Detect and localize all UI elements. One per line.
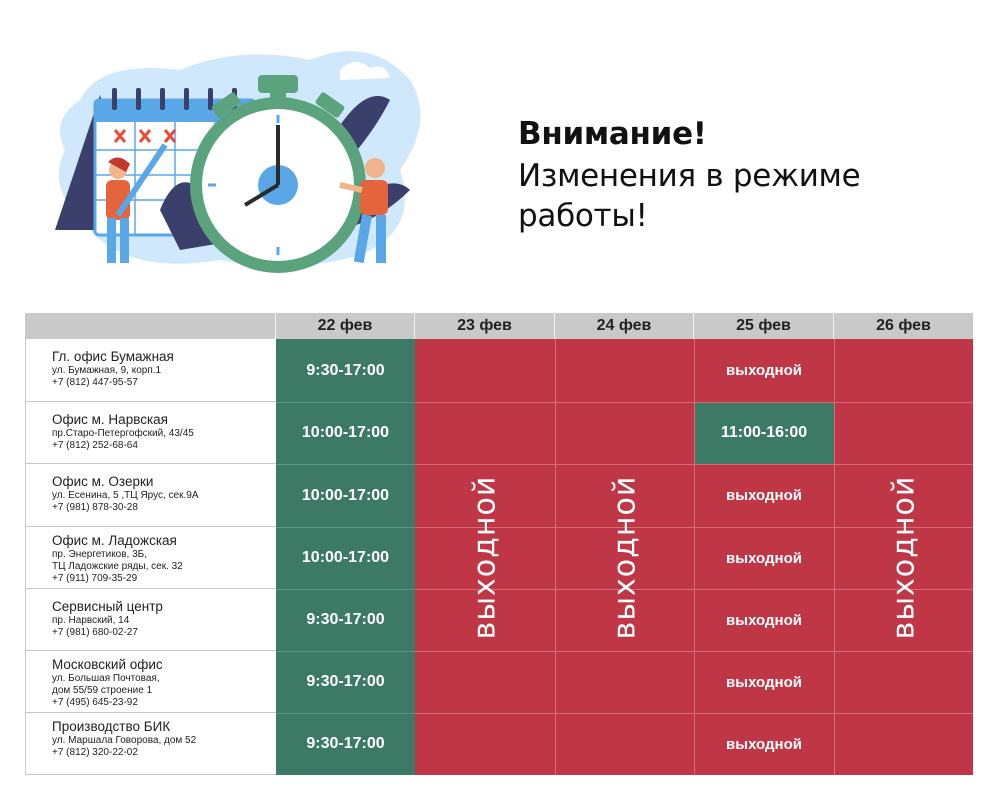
office-row-3 xyxy=(25,527,276,589)
feb22-cell: 9:30-17:00 xyxy=(276,339,415,402)
feb25-cell: выходной xyxy=(694,464,834,527)
office-details: ул. Маршала Говорова, дом 52 +7 (812) 320-22-02 xyxy=(52,735,197,758)
office-name: Гл. офис Бумажная xyxy=(52,349,174,364)
notice-title: Внимание! xyxy=(518,116,707,152)
feb22-cell: 9:30-17:00 xyxy=(276,589,415,651)
office-name: Офис м. Ладожская xyxy=(52,533,177,548)
header-feb23: 23 фев xyxy=(415,313,555,339)
header-feb25: 25 фев xyxy=(694,313,834,339)
day-off-label: выходной xyxy=(467,475,503,639)
feb22-cell: 10:00-17:00 xyxy=(276,527,415,589)
feb26-day-off xyxy=(834,339,973,775)
notice-line-2: работы! xyxy=(518,198,648,234)
office-name: Офис м. Нарвская xyxy=(52,412,168,427)
feb25-cell: выходной xyxy=(694,589,834,651)
day-off-label: выходной xyxy=(886,475,921,639)
feb22-cell: 9:30-17:00 xyxy=(276,651,415,713)
header-feb22: 22 фев xyxy=(276,313,415,339)
office-name: Офис м. Озерки xyxy=(52,474,154,489)
office-details: пр. Нарвский, 14 +7 (981) 680-02-27 xyxy=(52,615,138,638)
office-name: Московский офис xyxy=(52,657,163,672)
office-name: Производство БИК xyxy=(52,719,171,734)
feb25-cell: выходной xyxy=(694,713,834,775)
feb24-day-off xyxy=(555,339,694,775)
office-row-5 xyxy=(25,651,276,713)
feb22-cell: 9:30-17:00 xyxy=(276,713,415,775)
feb25-cell: выходной xyxy=(694,339,834,402)
office-row-1 xyxy=(25,402,276,464)
feb23-day-off xyxy=(415,339,555,775)
header-feb24: 24 фев xyxy=(555,313,694,339)
notice-block xyxy=(518,112,978,236)
stopwatch-icon xyxy=(190,75,366,273)
office-details: пр.Старо-Петергофский, 43/45 +7 (812) 252-68-64 xyxy=(52,428,194,451)
schedule-table xyxy=(25,313,973,775)
office-name: Сервисный центр xyxy=(52,599,163,614)
office-row-2 xyxy=(25,464,276,527)
office-row-4 xyxy=(25,589,276,651)
office-details: ул. Бумажная, 9, корп.1 +7 (812) 447-95-57 xyxy=(52,365,162,388)
schedule-illustration xyxy=(40,40,440,290)
notice-line-1: Изменения в режиме xyxy=(518,158,861,194)
office-row-6 xyxy=(25,713,276,775)
office-row-0 xyxy=(25,339,276,402)
day-off-label: выходной xyxy=(607,475,642,639)
feb22-cell: 10:00-17:00 xyxy=(276,464,415,527)
feb25-open-cell: 11:00-16:00 xyxy=(694,402,834,464)
header-feb26: 26 фев xyxy=(834,313,973,339)
feb25-cell: выходной xyxy=(694,651,834,713)
feb25-cell: выходной xyxy=(694,527,834,589)
office-details: ул. Есенина, 5 ,ТЦ Ярус, сек.9А +7 (981) 878-30-28 xyxy=(52,490,199,513)
feb22-cell: 10:00-17:00 xyxy=(276,402,415,464)
header-blank xyxy=(25,313,276,339)
office-details: ул. Большая Почтовая, дом 55/59 строение 1 +7 (495) 645-23-92 xyxy=(52,673,160,708)
office-details: пр. Энергетиков, 3Б, ТЦ Ладожские ряды, сек. 32 +7 (911) 709-35-29 xyxy=(52,549,183,584)
